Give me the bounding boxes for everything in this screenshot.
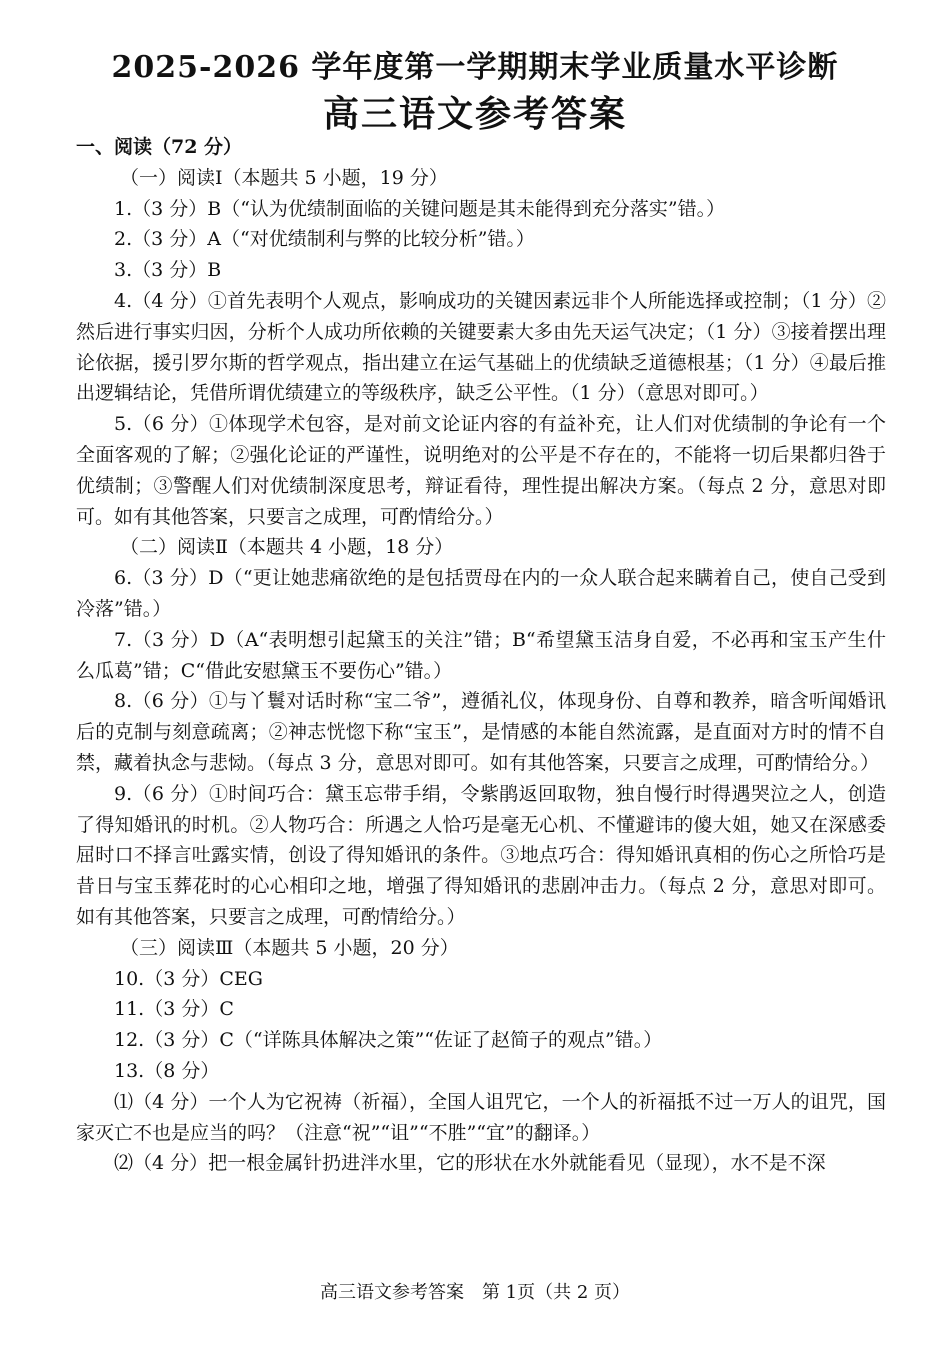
answer-item-5: 5.（6 分）①体现学术包容，是对前文论证内容的有益补充，让人们对优绩制的争论有一个全面客观的了解；②强化论证的严谨性，说明绝对的公平是不存在的，不能将一切后果都归咎于优绩制；③警醒人们对优绩制深度思考，辩证看待，理性提出解决方案。（每点 2 分，意思对即可。如有其他答案，只要言之成理，可酌情给分。） xyxy=(76,413,886,528)
document-title: 2025-2026 学年度第一学期期末学业质量水平诊断 xyxy=(111,50,839,85)
answer-item-1: 1.（3 分）B（“认为优绩制面临的关键问题是其未能得到充分落实”错。） xyxy=(114,197,726,220)
answer-item-4: 4.（4 分）①首先表明个人观点，影响成功的关键因素远非个人所能选择或控制；（1 分）②然后进行事实归因，分析个人成功所依赖的关键要素大多由先天运气决定；（1 分）③接着摆出理论依据，援引罗尔斯的哲学观点，指出建立在运气基础上的优绩缺乏道德根基；（1 分）④最后推出逻辑结论，凭借所谓优绩建立的等级秩序，缺乏公平性。（1 分）（意思对即可。） xyxy=(76,289,886,405)
answer-item-7: 7.（3 分）D（A“表明想引起黛玉的关注”错；B“希望黛玉洁身自爱，不必再和宝玉产生什么瓜葛”错；C“借此安慰黛玉不要伤心”错。） xyxy=(76,628,886,682)
answer-item-10: 10.（3 分）CEG xyxy=(114,967,263,990)
answer-item-11: 11.（3 分）C xyxy=(114,998,234,1021)
section-heading-reading: 一、阅读（72 分） xyxy=(76,136,243,158)
subsection-heading-reading-2: （二）阅读Ⅱ（本题共 4 小题，18 分） xyxy=(120,536,454,559)
answer-item-13: 13.（8 分） xyxy=(114,1059,220,1082)
answer-item-12: 12.（3 分）C（“详陈具体解决之策”“佐证了赵简子的观点”错。） xyxy=(114,1029,663,1052)
page-footer: 高三语文参考答案 第 1页（共 2 页） xyxy=(319,1282,631,1303)
answer-body xyxy=(76,132,886,1179)
answer-item-2: 2.（3 分）A（“对优绩制利与弊的比较分析”错。） xyxy=(114,228,535,251)
subsection-heading-reading-1: （一）阅读Ⅰ（本题共 5 小题，19 分） xyxy=(120,166,448,189)
subsection-heading-reading-3: （三）阅读Ⅲ（本题共 5 小题，20 分） xyxy=(120,936,459,959)
answer-item-8: 8.（6 分）①与丫鬟对话时称“宝二爷”，遵循礼仪，体现身份、自尊和教养，暗含听闻婚讯后的克制与刻意疏离；②神志恍惚下称“宝玉”，是情感的本能自然流露，是直面对方时的情不自禁，藏着执念与悲恸。（每点 3 分，意思对即可。如有其他答案，只要言之成理，可酌情给分。） xyxy=(76,690,886,774)
answer-item-3: 3.（3 分）B xyxy=(114,259,222,282)
answer-item-13-2: ⑵（4 分）把一根金属针扔进泮水里，它的形状在水外就能看见（显现），水不是不深 xyxy=(114,1152,826,1175)
answer-item-6: 6.（3 分）D（“更让她悲痛欲绝的是包括贾母在内的一众人联合起来瞒着自己，使自己受到冷落”错。） xyxy=(76,567,886,620)
answer-item-9: 9.（6 分）①时间巧合：黛玉忘带手绢，令紫鹃返回取物，独自慢行时得遇哭泣之人，创造了得知婚讯的时机。②人物巧合：所遇之人恰巧是毫无心机、不懂避讳的傻大姐，她又在深感委屈时口不择言吐露实情，创设了得知婚讯的条件。③地点巧合：得知婚讯真相的伤心之所恰巧是昔日与宝玉葬花时的心心相印之地，增强了得知婚讯的悲剧冲击力。（每点 2 分，意思对即可。如有其他答案，只要言之成理，可酌情给分。） xyxy=(76,782,886,928)
document-subtitle: 高三语文参考答案 xyxy=(322,93,627,135)
answer-item-13-1: ⑴（4 分）一个人为它祝祷（祈福），全国人诅咒它，一个人的祈福抵不过一万人的诅咒，国家灭亡不也是应当的吗？（注意“祝”“诅”“不胜”“宜”的翻译。） xyxy=(76,1090,886,1144)
